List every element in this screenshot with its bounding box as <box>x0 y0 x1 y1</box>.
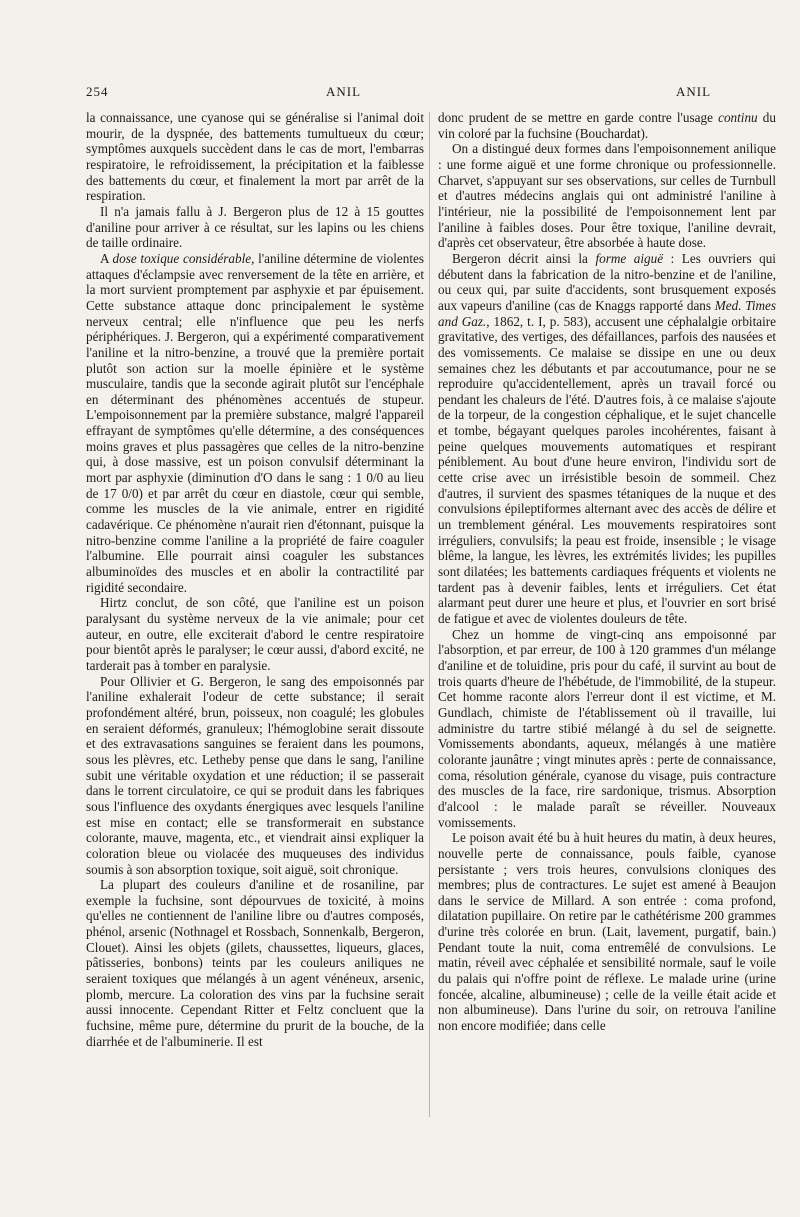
paragraph: A dose toxique considérable, l'aniline détermine de violentes attaques d'éclampsie avec renversement de la tête en arrière, et la mort survient promptement par asphyxie et par épuisement. Cette substance attaque donc principalement le système nerveux central; elle n'influence que peu les nerfs périphériques. J. Bergeron, qui a expérimenté comparativement l'aniline et la nitro-benzine, a trouvé que la première portait plutôt son action sur la moelle épinière et le système musculaire, tandis que la seconde agirait plutôt sur l'encéphale en déterminant des phénomènes accentués de stupeur. L'empoisonnement par la première substance, malgré l'appareil effrayant de symptômes qu'elle détermine, a des conséquences moins graves et plus passagères que celles de la nitro-benzine qui, à dose massive, est un poison convulsif déterminant la mort par asphyxie (diminution d'O dans le sang : 1 0/0 au lieu de 17 0/0) et par arrêt du cœur en diastole, cœur qui semble, comme les muscles de la vie animale, entrer en rigidité cadavérique. Ce phénomène n'aurait rien d'étonnant, puisque la nitro-benzine comme l'aniline a la propriété de faire coaguler l'albumine. Elle pourrait ainsi coaguler les substances albuminoïdes des muscles et en abolir la contractilité par rigidité secondaire. <box>86 250 425 595</box>
italic-journal: Med. Times and Gaz. <box>438 297 776 329</box>
paragraph: On a distingué deux formes dans l'empoisonnement anilique : une forme aiguë et une forme chronique ou professionnelle. Charvet, s'appuyant sur ses observations, sur celles de Turnbull et d'autres médecins anglais qui ont administré l'aniline à l'intérieur, nie la possibilité de l'empoisonnement lent par l'aniline à faibles doses. Pour être toxique, l'aniline devrait, d'après cet observateur, être absorbée à haute dose. <box>438 141 776 251</box>
paragraph: Chez un homme de vingt-cinq ans empoisonné par l'absorption, et par erreur, de 100 à 120 grammes d'un mélange d'aniline et de toluidine, pris pour du café, il survint au bout de trois quarts d'heure de l'hébétude, de l'immobilité, de la stupeur. Cet homme raconte alors l'erreur dont il est victime, et M. Gundlach, chimiste de l'établissement où il travaille, lui administre du tartre stibié mélangé à du sel de seignette. Vomissements abondants, aqueux, mélangés à une matière colorante jaunâtre ; vingt minutes après : perte de connaissance, coma, résolution générale, cyanose du visage, puis contracture des muscles de la face, rire sardonique, trismus. Absorption d'alcool : le malade paraît se réveiller. Nouveaux vomissements. <box>438 626 776 830</box>
paragraph: Hirtz conclut, de son côté, que l'aniline est un poison paralysant du système nerveux de la vie animale; pour cet auteur, en outre, elle exciterait d'abord le centre respiratoire pour bientôt après le paralyser; le cœur aussi, d'abord excité, ne tarderait pas à tomber en paralysie. <box>86 595 424 673</box>
italic-term: dose toxique considérable <box>112 250 252 266</box>
right-column <box>438 110 776 1034</box>
paragraph: donc prudent de se mettre en garde contre l'usage continu du vin coloré par la fuchsine (Bouchardat). <box>438 110 776 141</box>
italic-term: forme aiguë <box>595 250 664 266</box>
left-column <box>86 110 424 1049</box>
italic-term: continu <box>718 110 758 125</box>
paragraph: La plupart des couleurs d'aniline et de rosaniline, par exemple la fuchsine, sont dépourvues de toxicité, à moins qu'elles ne contiennent de l'aniline libre ou d'autres composés, phénol, arsenic (Nothnagel et Rossbach, Sonnenkalb, Bergeron, Clouet). Ainsi les objets (gilets, chaussettes, liqueurs, glaces, pâtisseries, bonbons) teints par les couleurs aniliques ne seraient toxiques que mélangés à un agent vénéneux, arsenic, plomb, mercure. La coloration des vins par la fuchsine serait aussi innocente. Cependant Ritter et Feltz concluent que la fuchsine, même pure, détermine du prurit de la bouche, de la diarrhée et de l'albuminerie. Il est <box>86 877 424 1049</box>
column-divider <box>429 112 430 1117</box>
paragraph: Pour Ollivier et G. Bergeron, le sang des empoisonnés par l'aniline exhalerait l'odeur de cette substance; il serait profondément altéré, brun, poisseux, non coagulé; les globules en seraient déformés, granuleux; l'hémoglobine serait dissoute et des extravasations sanguines se feraient dans les poumons, sous les plèvres, etc. Letheby pense que dans le sang, l'aniline subit une véritable oxydation et une réduction; il se passerait dans le torrent circulatoire, ce qui se produit dans les fabriques sous l'influence des oxydants énergiques avec lesquels l'aniline est mise en contact; elle se transformerait en substance colorante, mauve, magenta, etc., et viendrait ainsi expliquer la coloration bleue ou violacée des muqueuses des individus soumis à son absorption toxique, soit aiguë, soit chronique. <box>86 673 424 877</box>
paragraph: Le poison avait été bu à huit heures du matin, à deux heures, nouvelle perte de connaissance, pouls faible, cyanose persistante ; vers trois heures, convulsions cloniques des membres; plus de contractures. Le sujet est amené à Beaujon dans le service de Millard. A son entrée : coma profond, dilatation pupillaire. On retire par le cathétérisme 200 grammes d'urine très colorée en brun. (Lait, lavement, purgatif, bain.) Pendant toute la nuit, coma entremêlé de convulsions. Le matin, réveil avec céphalée et sensibilité normale, sauf le voile du palais qui n'offre point de réflexe. Le malade urine (urine foncée, alcaline, albumineuse) ; celle de la veille était acide et non albumineuse). Dans l'urine du soir, on retrouva l'aniline non encore modifiée; dans celle <box>438 830 776 1034</box>
paragraph: Bergeron décrit ainsi la forme aiguë : Les ouvriers qui débutent dans la fabrication de la nitro-benzine et de l'aniline, ou ceux qui, par suite d'accidents, sont brusquement exposés aux vapeurs d'aniline (cas de Knaggs rapporté dans Med. Times and Gaz., 1862, t. I, p. 583), accusent une céphalalgie orbitaire gravitative, des vertiges, des défaillances, parfois des nausées et des vomissements. Ce malaise se dissipe en une ou deux semaines chez les débutants et par accoutumance, pour ne se reproduire qu'accidentellement, après un travail forcé ou pendant les chaleurs de l'été. D'autres fois, à ce malaise s'ajoute de la torpeur, de la congestion céphalique, et le sujet chancelle et tombe, bégayant quelques paroles incohérentes, faisant à peine quelques mouvements automatiques et respirant péniblement. Au bout d'une heure environ, l'individu sort de cette crise avec un irrésistible besoin de sommeil. Chez d'autres, il survient des spasmes tétaniques de la nuque et des convulsions épileptiformes alternant avec des accès de délire et un tremblement général. Les mouvements respiratoires sont irréguliers, convulsifs; la peau est froide, insensible ; le visage blême, la langue, les lèvres, les extrémités livides; les pupilles sont dilatées; les battements cardiaques fréquents et violents ne tardent pas à devenir faibles, lents et irréguliers. Cet état alarmant peut durer une heure et plus, et l'ouvrier en sort brisé de fatigue et avec de violentes douleurs de tête. <box>438 250 777 626</box>
running-title-left: ANIL <box>326 84 362 99</box>
running-title-right: ANIL <box>676 84 712 99</box>
paragraph: Il n'a jamais fallu à J. Bergeron plus de 12 à 15 gouttes d'aniline pour arriver à ce résultat, sur les lapins ou les chiens de taille ordinaire. <box>86 203 424 251</box>
paragraph: la connaissance, une cyanose qui se généralise si l'animal doit mourir, de la dyspnée, des battements tumultueux du cœur; symptômes auxquels succèdent dans le cas de mort, l'embarras respiratoire, le refroidissement, la précipitation et la faiblesse des battements du cœur, et finalement la mort par arrêt de la respiration. <box>86 110 424 204</box>
running-head <box>86 84 766 104</box>
page-number: 254 <box>86 84 109 99</box>
